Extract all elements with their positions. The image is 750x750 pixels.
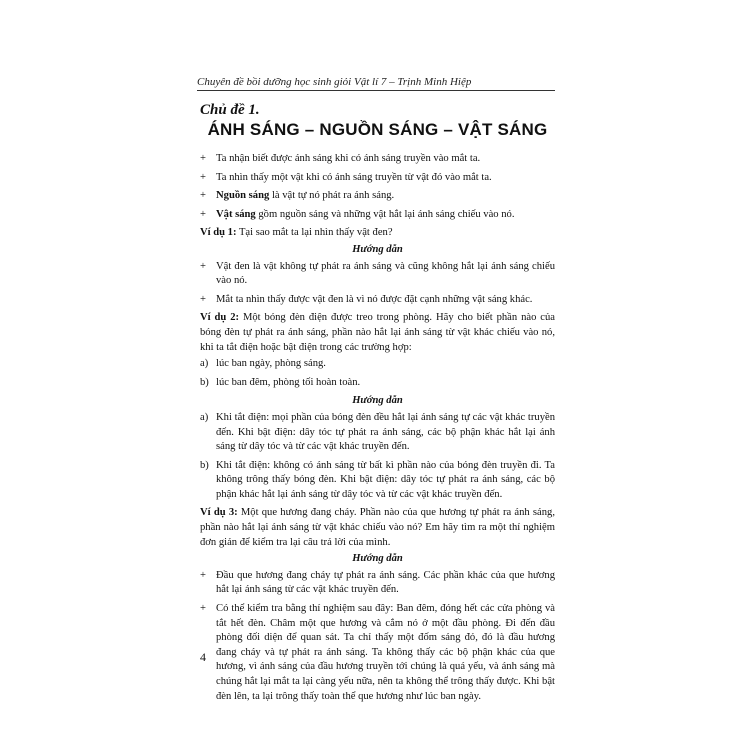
answer-marker: b) (200, 459, 209, 471)
example-label: Ví dụ 3: (200, 507, 238, 519)
bullet-text: là vật tự nó phát ra ánh sáng. (269, 190, 395, 202)
question-text: Tại sao mắt ta lại nhìn thấy vật đen? (236, 227, 393, 239)
example-3-answer (200, 602, 555, 704)
answer-text: Đầu que hương đang cháy tự phát ra ánh sáng. Các phần khác của que hương hắt lại ánh sáng từ các vật khác truyền đến. (216, 569, 555, 596)
page-number: 4 (200, 650, 206, 664)
answer-text: Mắt ta nhìn thấy được vật đen là vì nó được đặt cạnh những vật sáng khác. (216, 293, 533, 305)
option-marker: a) (200, 358, 209, 370)
example-2-question (200, 311, 555, 355)
example-2-answer (200, 459, 555, 503)
example-3-answer (200, 569, 555, 598)
bullet-marker: + (200, 208, 206, 220)
answer-text: Có thể kiểm tra bằng thí nghiệm sau đây: Ban đêm, đóng hết các cửa phòng và tắt hết đèn. Châm một que hương và cắm nó ở một đầu phòng. Đi đến đầu phòng đối diện để quan sát. Ta chỉ thấy một đốm sáng đỏ, đó là đầu hương đang cháy và tự phát ra ánh sáng. Ta không thấy các bộ phận khác của que hương, vì ánh sáng của đầu hương truyền tới chúng là quá yếu, và ánh sáng mà chúng hắt lại mắt ta lại càng yếu nữa, nên ta không thể trông thấy được. Khi bật đèn lên, ta lại trông thấy toàn thể que hương như lúc ban ngày. (216, 603, 555, 702)
running-header: Chuyên đề bồi dưỡng học sinh giỏi Vật lí 7 – Trịnh Minh Hiệp (197, 76, 472, 88)
answer-text: Khi tắt điện: mọi phần của bóng đèn đều hắt lại ánh sáng tự các vật khác truyền đến. Khi bật điện: dây tóc tự phát ra ánh sáng, các bộ phận khác hắt lại ánh sáng từ dây tóc và từ các vật khác truyền đến. (216, 411, 555, 453)
intro-bullet (200, 208, 555, 223)
intro-bullet (200, 189, 555, 204)
bullet-marker: + (200, 153, 206, 164)
example-label: Ví dụ 1: (200, 227, 237, 239)
page-title: ÁNH SÁNG – NGUỒN SÁNG – VẬT SÁNG (207, 120, 548, 139)
bullet-term: Vật sáng (216, 208, 256, 220)
example-1-question (200, 226, 555, 241)
question-text: Một bóng đèn điện được treo trong phòng. Hãy cho biết phần nào của bóng đèn tự phát ra ánh sáng, phần nào hắt lại ánh sáng từ vật khác chiếu vào nó, khi ta tắt điện hoặc bật điện trong các trường hợp: (200, 312, 556, 353)
page-content (200, 152, 555, 708)
example-3-question (200, 506, 555, 550)
question-text: Một que hương đang cháy. Phần nào của que hương tự phát ra ánh sáng, phần nào hắt lại ánh sáng từ vật khác chiếu vào nó? Em hãy tìm ra một thí nghiệm đơn giản để kiểm tra lại câu trả lời của mình. (200, 507, 555, 548)
bullet-term: Nguồn sáng (216, 190, 270, 202)
bullet-text: Ta nhìn thấy một vật khi có ánh sáng truyền từ vật đó vào mắt ta. (216, 171, 492, 183)
example-label: Ví dụ 2: (200, 312, 240, 324)
example-1-guide-heading: Hướng dẫn (352, 243, 403, 255)
bullet-marker: + (200, 171, 206, 183)
option-marker: b) (200, 376, 209, 388)
bullet-marker: + (200, 569, 206, 581)
answer-marker: a) (200, 411, 209, 423)
chapter-label: Chủ đề 1. (200, 102, 260, 118)
bullet-marker: + (200, 190, 206, 202)
example-2-option (200, 357, 555, 372)
intro-bullet (200, 152, 555, 167)
example-3-guide-heading: Hướng dẫn (352, 553, 403, 565)
example-1-answer (200, 293, 555, 308)
intro-bullet (200, 171, 555, 186)
answer-text: Khi tắt điện: không có ánh sáng từ bất kì phần nào của bóng đèn truyền đi. Ta không trông thấy bóng đèn. Khi bật điện: dây tóc tự phát ra ánh sáng, các bộ phận khác hắt lại ánh sáng từ dây tóc và từ các vật khác truyền đến. (216, 459, 555, 500)
example-1-answer (200, 260, 555, 289)
bullet-marker: + (200, 260, 206, 272)
option-text: lúc ban ngày, phòng sáng. (216, 358, 326, 370)
example-2-guide-heading: Hướng dẫn (352, 395, 403, 407)
bullet-text: Ta nhận biết được ánh sáng khi có ánh sáng truyền vào mắt ta. (216, 153, 481, 164)
answer-text: Vật đen là vật không tự phát ra ánh sáng và cũng không hắt lại ánh sáng chiếu vào nó. (216, 260, 555, 287)
header-rule (197, 90, 555, 91)
example-2-option (200, 376, 555, 391)
option-text: lúc ban đêm, phòng tối hoàn toàn. (216, 376, 361, 388)
example-2-answer (200, 411, 555, 455)
bullet-text: gồm nguồn sáng và những vật hắt lại ánh sáng chiếu vào nó. (255, 208, 515, 220)
bullet-marker: + (200, 293, 206, 305)
intro-bullets (200, 152, 555, 222)
bullet-marker: + (200, 603, 206, 615)
